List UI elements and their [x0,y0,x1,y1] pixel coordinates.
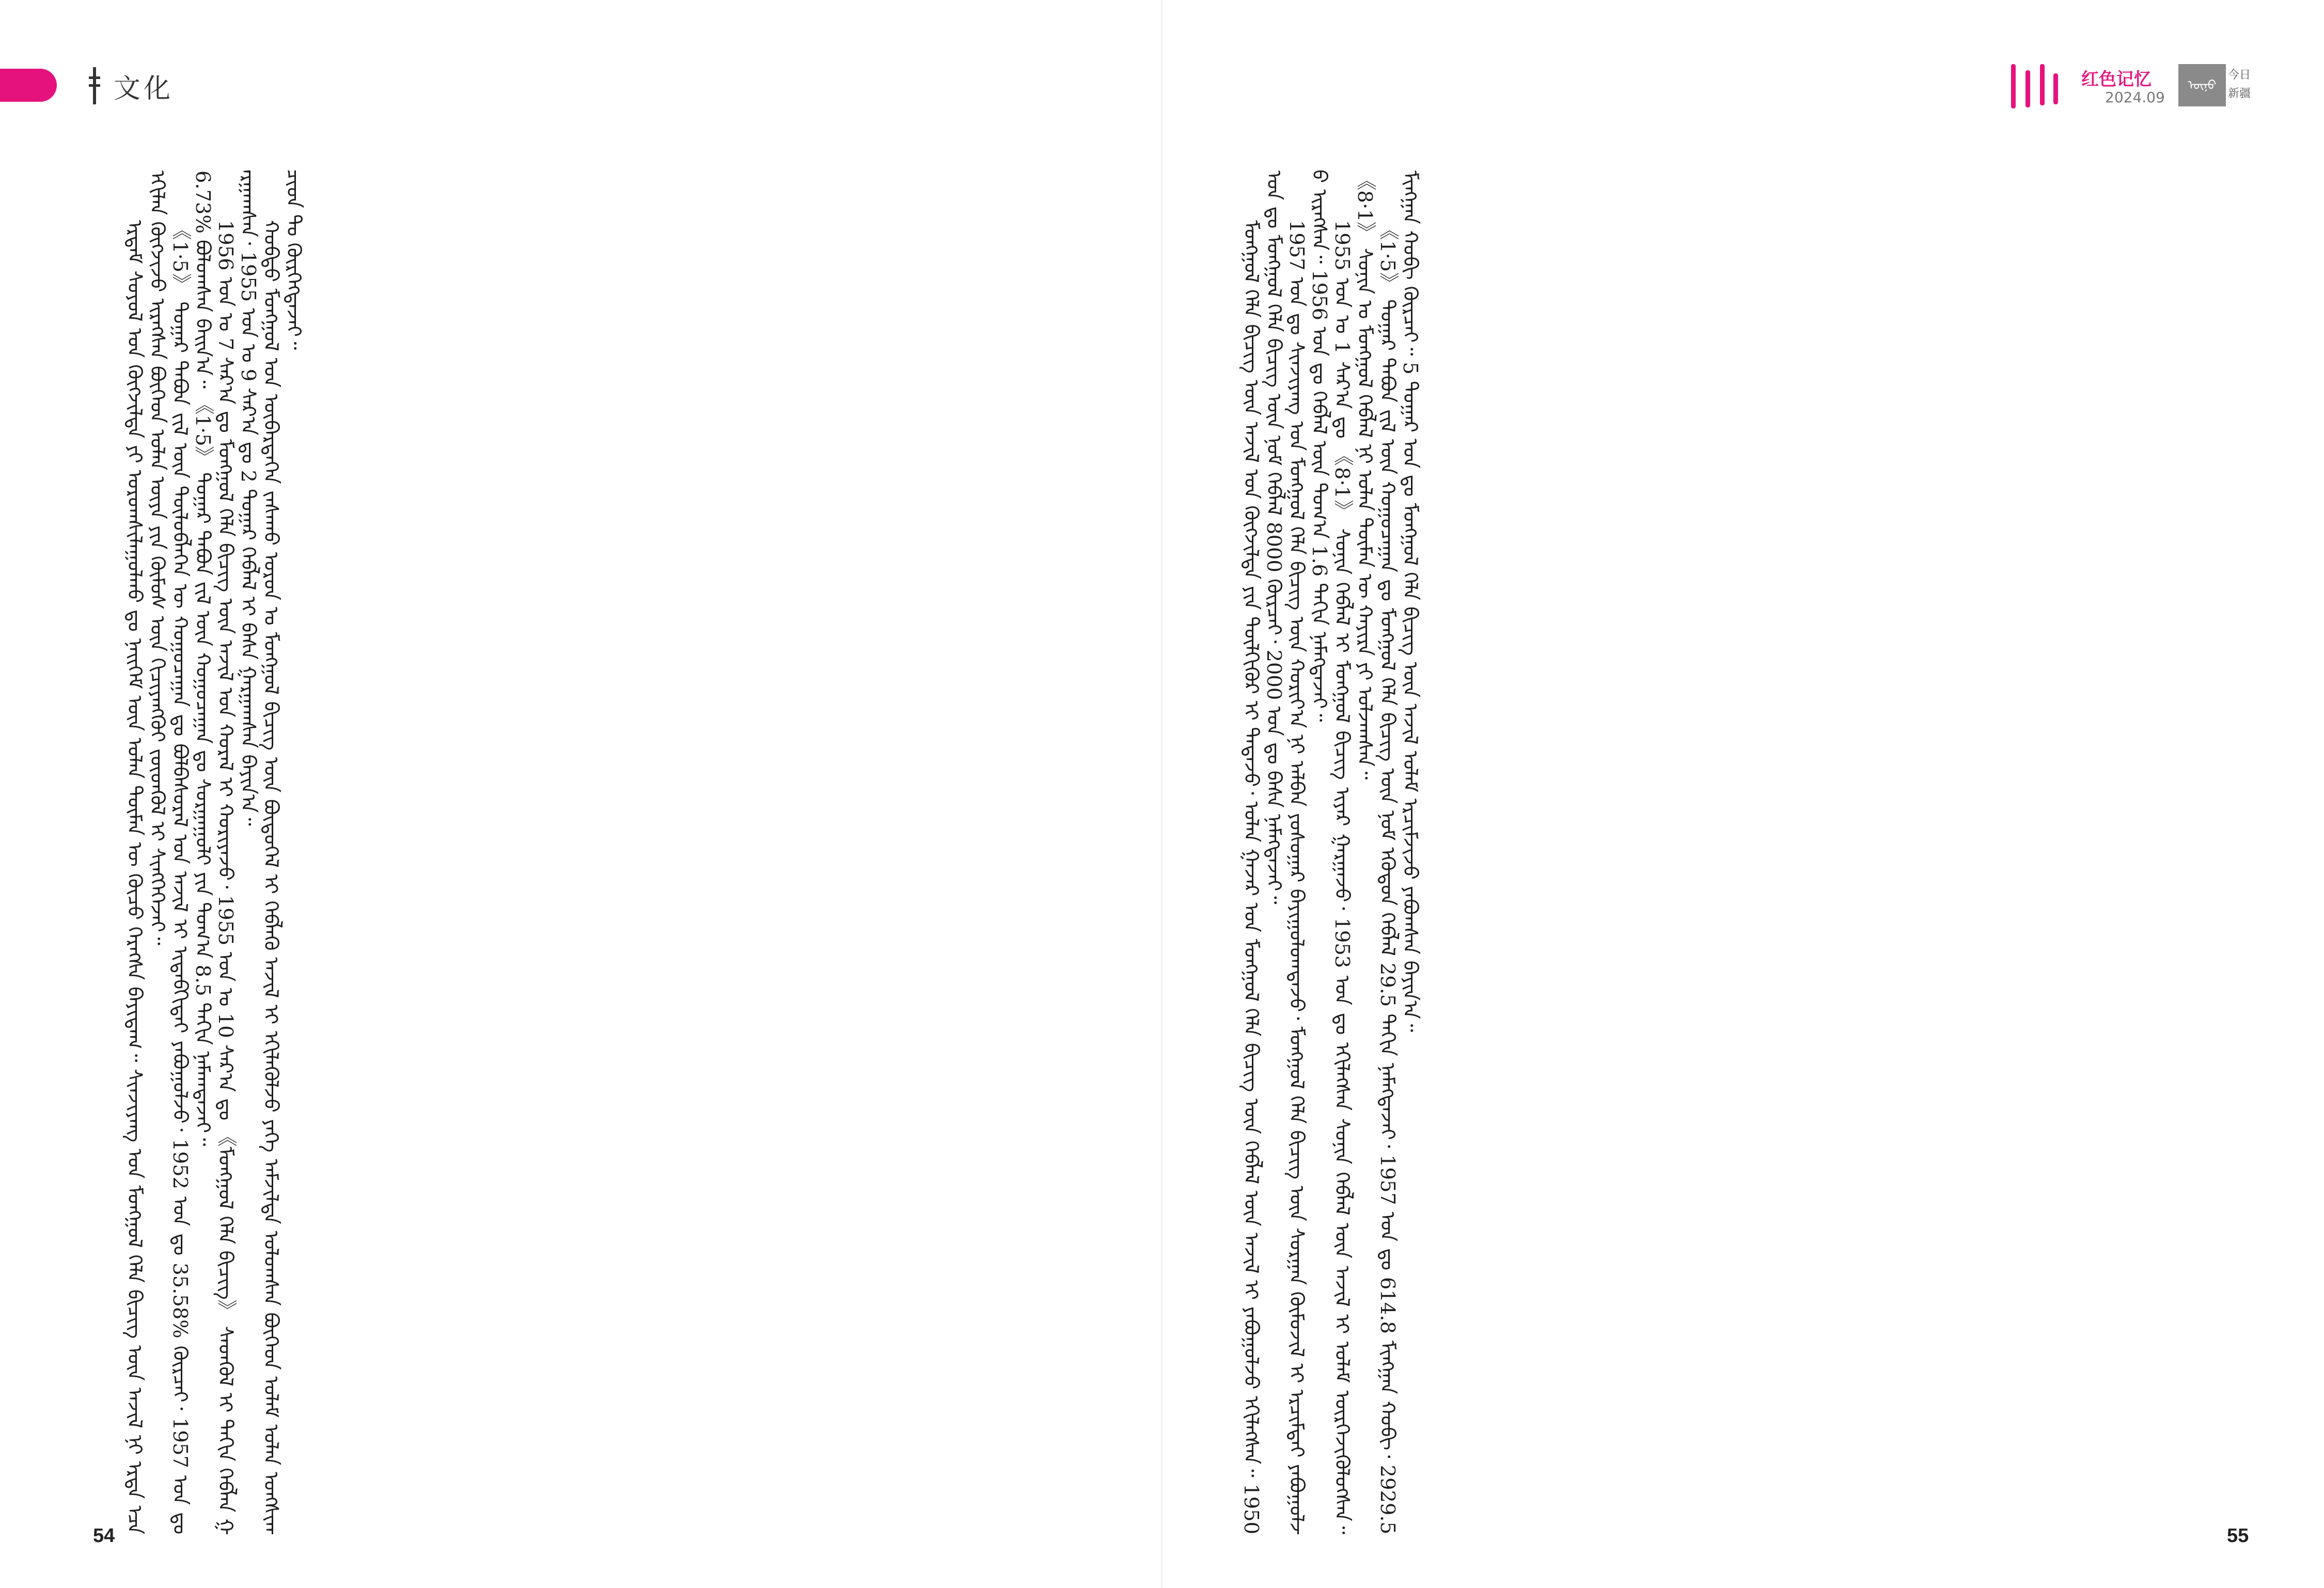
paragraph: 1956 ᠣᠨ ᠤ 7 ᠰᠠᠷ᠎ᠠ ᠳᠤ ᠮᠣᠩᠭᠣᠯ ᠬᠡᠯᠡ ᠪᠢᠴᠢᠭ ᠦᠨ ᠠᠵᠢᠯ ᠤᠨ ᠬᠤᠷᠠᠯ ᠢ ᠬᠤᠷᠢᠶᠠᠵᠤ᠂ 1955 ᠣᠨ ᠤ 10 ᠰᠠᠷ᠎ᠠ ᠳᠤ 《ᠮᠣᠩᠭᠣᠯ ᠬᠡᠯᠡ ᠪᠢᠴᠢᠭ》 ᠰᠡᠳᠬᠦᠯ ᠢ ᠳᠠᠬᠢᠨ ᠬᠡᠪᠯᠡᠨ ᠭᠠᠷᠭᠠᠭᠰᠠᠨ᠂ 1955 ᠣᠨ ᠤ 9 ᠰᠠᠷ᠎ᠠ ᠳᠤ 2 ᠳᠤᠭᠠᠷ ᠬᠡᠪᠯᠡᠯ ᠢ ᠪᠠᠰᠠ ᠭᠠᠷᠭᠠᠭᠰᠠᠨ ᠪᠠᠶᠢᠨ᠎ᠠ᠃ [214,170,260,1534]
paragraph: 1955 ᠣᠨ ᠤ 1 ᠰᠠᠷ᠎ᠠ ᠳᠤ 《8·1》 ᠰᠣᠨᠢᠨ ᠬᠡᠪᠯᠡᠯ ᠢ ᠮᠣᠩᠭᠣᠯ ᠪᠢᠴᠢᠭ ᠢᠶᠡᠷ ᠭᠠᠷᠭᠠᠵᠤ᠂ 1953 ᠣᠨ ᠳᠤ ᠡᠬᠢᠯᠡᠭᠰᠡᠨ ᠰᠣᠨᠢᠨ ᠬᠡᠪᠯᠡᠯ ᠦᠨ ᠠᠵᠢᠯ ᠢ ᠤᠯᠠᠮ ᠥᠷᠭᠡᠵᠢᠭᠦᠯᠦᠭᠰᠡᠨ᠃ 《8·1》 ᠰᠣᠨᠢᠨ ᠤ ᠮᠣᠩᠭᠣᠯ ᠬᠡᠪᠯᠡᠯ ᠨᠢ ᠣᠯᠠᠨ ᠲᠦᠮᠡᠨ ᠦ ᠬᠠᠶᠢᠷᠠ ᠶᠢ ᠣᠯᠵᠠᠭᠰᠠᠨ᠃ [1330,170,1376,1534]
section-header [87,65,174,106]
paragraph: 《1·5》 ᠳᠤᠭᠠᠷ ᠲᠠᠪᠤᠨ ᠵᠢᠯ ᠦᠨ ᠲᠥᠯᠥᠪᠯᠡᠭᠡᠨ ᠦ ᠬᠤᠭᠤᠴᠠᠭᠠᠨ ᠳᠤ ᠪᠣᠯᠪᠠᠰᠤᠷᠠᠯ ᠤᠨ ᠠᠵᠢᠯ ᠢ ᠢᠳᠡᠪᠬᠢᠲᠡᠢ ᠶᠠᠪᠤᠭᠤᠯᠵᠤ᠂ 1952 ᠣᠨ ᠳᠤ 35.58% ᠬᠦᠷᠴᠡᠢ᠂ 1957 ᠣᠨ ᠳᠤ 6.73% ᠪᠣᠯᠤᠭᠰᠠᠨ ᠪᠠᠢᠨ᠎ᠠ᠃ 《1·5》 ᠳᠤᠭᠠᠷ ᠲᠠᠪᠤᠨ ᠵᠢᠯ ᠦᠨ ᠬᠤᠭᠤᠴᠠᠭᠠᠨ ᠳᠤ ᠰᠤᠷᠭᠠᠭᠤᠯᠢ ᠶᠢᠨ ᠲᠣᠭ᠎ᠠ 8.5 ᠳᠠᠬᠢᠨ ᠨᠡᠮᠡᠭ᠍ᠳᠡᠵᠡᠢ᠃ [168,170,214,1534]
paragraph: ᠬᠣᠪᠳᠤ ᠮᠣᠩᠭᠣᠯ ᠤᠨ ᠥᠪᠡᠷᠲᠡᠭᠡᠨ ᠵᠠᠰᠠᠬᠤ ᠣᠷᠤᠨ ᠤ ᠮᠣᠩᠭᠣᠯ ᠪᠢᠴᠢᠭ ᠦᠨ ᠪᠦᠲᠦᠭᠡᠯ ᠢ ᠬᠡᠪᠯᠡᠬᠦ ᠠᠵᠢᠯ ᠢ ᠡᠬᠢᠯᠡᠭᠦᠯᠵᠦ ᠶᠡᠬᠡ ᠠᠮᠵᠢᠯᠲᠠ ᠤᠯᠤᠭᠰᠠᠨ ᠪᠥᠭᠡᠳ ᠤᠯᠠᠮ ᠣᠯᠠᠨ ᠤᠩᠰᠢᠭᠴᠢᠳ ᠲᠤ ᠬᠦᠷᠭᠡᠭᠳᠡᠵᠡᠢ᠃ [259,170,305,1534]
magazine-name-line2: 新疆 [2228,87,2251,100]
magazine-name [2228,66,2272,103]
section-color-tab [0,69,57,102]
page-gutter [1161,0,1163,1588]
magazine-name-line1: 今日 [2228,69,2251,82]
paragraph: 《1·5》 ᠳᠤᠭᠠᠷ ᠲᠠᠪᠤᠨ ᠵᠢᠯ ᠦᠨ ᠬᠤᠭᠤᠴᠠᠭᠠᠨ ᠳᠤ ᠮᠣᠩᠭᠣᠯ ᠬᠡᠯᠡ ᠪᠢᠴᠢᠭ ᠦᠨ ᠨᠣᠮ ᠡᠭᠦᠳᠦᠨ ᠬᠡᠪᠯᠡᠯ 29.5 ᠳᠠᠬᠢᠨ ᠨᠡᠮᠡᠭᠳᠡᠵᠡᠢ᠂ 1957 ᠣᠨ ᠳᠤ 614.8 ᠮᠢᠩᠭᠠᠨ ᠬᠤᠪᠢ᠂ 2929.5 ᠮᠢᠩᠭᠠᠨ ᠬᠤᠪᠢ ᠬᠦᠷᠴᠡᠢ᠃ 5 ᠳᠤᠭᠠᠷ ᠣᠨ ᠳᠤ ᠮᠣᠩᠭᠣᠯ ᠬᠡᠯᠡ ᠪᠢᠴᠢᠭ ᠦᠨ ᠠᠵᠢᠯ ᠤᠯᠠᠮ ᠡᠷᠴᠢᠮᠵᠢᠵᠦ ᠶᠠᠪᠤᠭᠰᠠᠨ ᠪᠠᠶᠢᠨ᠎ᠠ᠃ [1376,170,1422,1534]
magazine-logo-icon: ᠥᠨᠥ [2178,64,2226,106]
right-page-text [1239,170,2293,1534]
paragraph: ᠮᠣᠩᠭᠣᠯ ᠬᠡᠯᠡ ᠪᠢᠴᠢᠭ ᠦᠨ ᠠᠵᠢᠯ ᠤᠨ ᠬᠥᠭᠵᠢᠯᠲᠡ ᠶᠢᠨ ᠲᠦᠯᠬᠢᠭᠦᠷ ᠢ ᠲᠠᠲᠠᠵᠤ᠂ ᠣᠯᠠᠨ ᠭᠠᠵᠠᠷ ᠤᠨ ᠮᠣᠩᠭᠣᠯ ᠬᠡᠯᠡ ᠪᠢᠴᠢᠭ ᠦᠨ ᠬᠡᠪᠯᠡᠯ ᠦᠨ ᠠᠵᠢᠯ ᠢ ᠶᠠᠪᠤᠭᠤᠯᠵᠤ ᠡᠬᠢᠯᠡᠭᠰᠡᠨ᠃ 1950 ᠣᠨ ᠳᠤ ᠮᠣᠩᠭᠣᠯ ᠬᠡᠯᠡ ᠪᠢᠴᠢᠭ ᠦᠨ ᠨᠣᠮ ᠬᠡᠪᠯᠡᠯ 8000 ᠬᠦᠷᠴᠡᠢ᠂ 2000 ᠣᠨ ᠳᠤ ᠪᠠᠰᠠ ᠨᠡᠮᠡᠭᠳᠡᠵᠡᠢ᠃ [1239,170,1285,1534]
issue-date: 2024.09 [2105,89,2165,106]
left-page-text [123,170,1068,1534]
right-page-number: 55 [2227,1525,2249,1547]
paragraph: ᠡᠷᠳᠡᠮ ᠰᠣᠶᠤᠯ ᠤᠨ ᠬᠥᠭᠵᠢᠯᠲᠡ ᠶᠢ ᠤᠷᠤᠭᠰᠢᠯᠠᠭᠤᠯᠬᠤ ᠳᠤ ᠨᠡᠢᠭᠡᠮ ᠦᠨ ᠣᠯᠠᠨ ᠲᠦᠮᠡᠨ ᠦ ᠬᠦᠴᠦ ᠬᠡᠷᠡᠭᠰᠡ ᠪᠠᠶᠢᠳᠠᠭ᠃ ᠰᠢᠨᠵᠢᠶᠠᠩ ᠤᠨ ᠮᠣᠩᠭᠣᠯ ᠬᠡᠯᠡ ᠪᠢᠴᠢᠭ ᠦᠨ ᠠᠵᠢᠯ ᠨᠢ ᠡᠷᠲᠡ ᠡᠴᠡ ᠡᠬᠢᠯᠡᠨ ᠬᠥᠭᠵᠢᠵᠦ ᠢᠷᠡᠭᠰᠡᠨ ᠪᠥᠭᠡᠳ ᠣᠯᠠᠨ ᠦᠶᠡ ᠶᠢᠨ ᠬᠦᠮᠦᠰ ᠦᠨ ᠬᠢᠴᠢᠶᠡᠩᠭᠦᠢ ᠵᠦᠳᠬᠦᠯ ᠢ ᠰᠢᠩᠭᠡᠭᠡᠵᠡᠢ᠃ [123,170,169,1534]
mongolian-masthead-logo-icon [2004,61,2061,111]
paragraph: 1957 ᠣᠨ ᠳᠤ ᠰᠢᠨᠵᠢᠶᠠᠩ ᠤᠨ ᠮᠣᠩᠭᠣᠯ ᠬᠡᠯᠡ ᠪᠢᠴᠢᠭ ᠦᠨ ᠬᠣᠷᠢᠶ᠎ᠠ ᠨᠢ ᠠᠯᠪᠠᠨ ᠶᠣᠰᠣᠭᠠᠷ ᠪᠠᠶᠢᠭᠤᠯᠤᠭᠳᠠᠵᠤ᠂ ᠮᠣᠩᠭᠣᠯ ᠬᠡᠯᠡ ᠪᠢᠴᠢᠭ ᠦᠨ ᠰᠤᠷᠭᠠᠨ ᠬᠦᠮᠦᠵᠢᠯ ᠢ ᠡᠷᠴᠢᠮᠲᠡᠢ ᠶᠠᠪᠤᠭᠤᠯᠵᠤ ᠢᠷᠡᠭᠰᠡᠨ᠃ 1956 ᠣᠨ ᠳᠤ ᠬᠡᠪᠯᠡᠯ ᠦᠨ ᠲᠣᠭ᠎ᠠ 1.6 ᠳᠠᠬᠢᠨ ᠨᠡᠮᠡᠭᠳᠡᠵᠡᠢ᠃ [1285,170,1331,1534]
column-title: 红色记忆 [2081,69,2152,90]
section-title: 文化 [114,73,174,104]
mongolian-script-mark-icon [87,67,102,104]
left-page-number: 54 [93,1525,115,1547]
masthead [2004,61,2293,113]
